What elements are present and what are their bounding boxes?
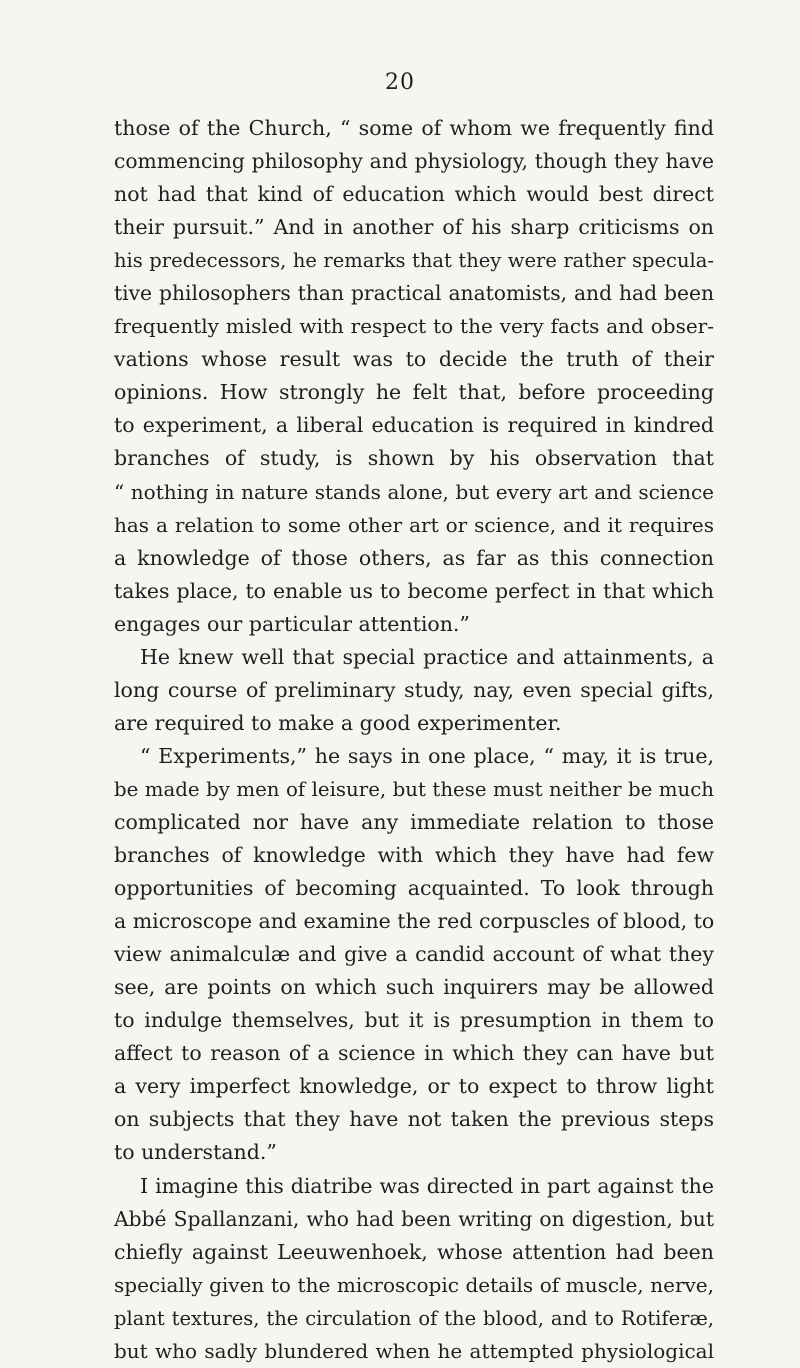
text-line: commencing philosophy and physiology, though they have: [114, 149, 714, 174]
text-line: engages our particular attention.”: [114, 611, 470, 636]
text-line: “ Experiments,” he says in one place, “ may, it is true,: [140, 743, 714, 768]
text-line: frequently misled with respect to the very facts and obser-: [114, 314, 714, 339]
text-line: to understand.”: [114, 1140, 277, 1165]
text-line: those of the Church, “ some of whom we frequently find: [114, 116, 714, 140]
text-line: see, are points on which such inquirers may be allowed: [114, 975, 714, 1000]
text-line: to experiment, a liberal education is required in kindred: [114, 413, 714, 438]
text-line: be made by men of leisure, but these must neither be much: [114, 777, 714, 801]
text-line: vations whose result was to decide the truth of their: [114, 347, 714, 372]
text-line: complicated nor have any immediate relation to those: [114, 809, 714, 834]
text-line: a knowledge of those others, as far as this connection: [114, 545, 714, 570]
text-line: on subjects that they have not taken the previous steps: [114, 1107, 714, 1132]
text-line: specially given to the microscopic details of muscle, nerve,: [114, 1272, 714, 1297]
text-line: to indulge themselves, but it is presumption in them to: [114, 1008, 714, 1033]
text-line: has a relation to some other art or science, and it requires: [114, 512, 714, 537]
text-line: I imagine this diatribe was directed in part against the: [140, 1173, 714, 1198]
text-line: are required to make a good experimenter.: [114, 710, 562, 735]
text-line: a microscope and examine the red corpuscles of blood, to: [114, 909, 715, 934]
text-line: a very imperfect knowledge, or to expect to throw light: [114, 1074, 714, 1099]
text-line: plant textures, the circulation of the blood, and to Rotiferæ,: [114, 1306, 714, 1330]
text-line: long course of preliminary study, nay, even special gifts,: [114, 677, 714, 702]
body-text: [114, 112, 714, 1368]
text-line: takes place, to enable us to become perfect in that which: [114, 578, 714, 603]
text-line: but who sadly blundered when he attempted physiological: [114, 1338, 714, 1363]
page-number: 20: [385, 70, 415, 95]
text-line: He knew well that special practice and attainments, a: [140, 644, 714, 669]
text-line: not had that kind of education which would best direct: [114, 182, 714, 207]
text-line: “ nothing in nature stands alone, but every art and science: [114, 479, 714, 504]
text-line: their pursuit.” And in another of his sharp criticisms on: [114, 215, 714, 240]
text-line: branches of knowledge with which they have had few: [114, 843, 714, 868]
text-line: affect to reason of a science in which they can have but: [114, 1041, 714, 1066]
text-line: opportunities of becoming acquainted. To look through: [114, 876, 714, 901]
text-line: chiefly against Leeuwenhoek, whose attention had been: [114, 1239, 714, 1264]
text-line: Abbé Spallanzani, who had been writing on digestion, but: [114, 1206, 714, 1231]
text-line: branches of study, is shown by his observation that: [114, 446, 714, 471]
text-line: view animalculæ and give a candid account of what they: [114, 942, 714, 967]
text-line: his predecessors, he remarks that they were rather specula-: [114, 249, 714, 273]
text-line: tive philosophers than practical anatomists, and had been: [114, 281, 714, 306]
text-line: opinions. How strongly he felt that, before proceeding: [114, 380, 714, 405]
